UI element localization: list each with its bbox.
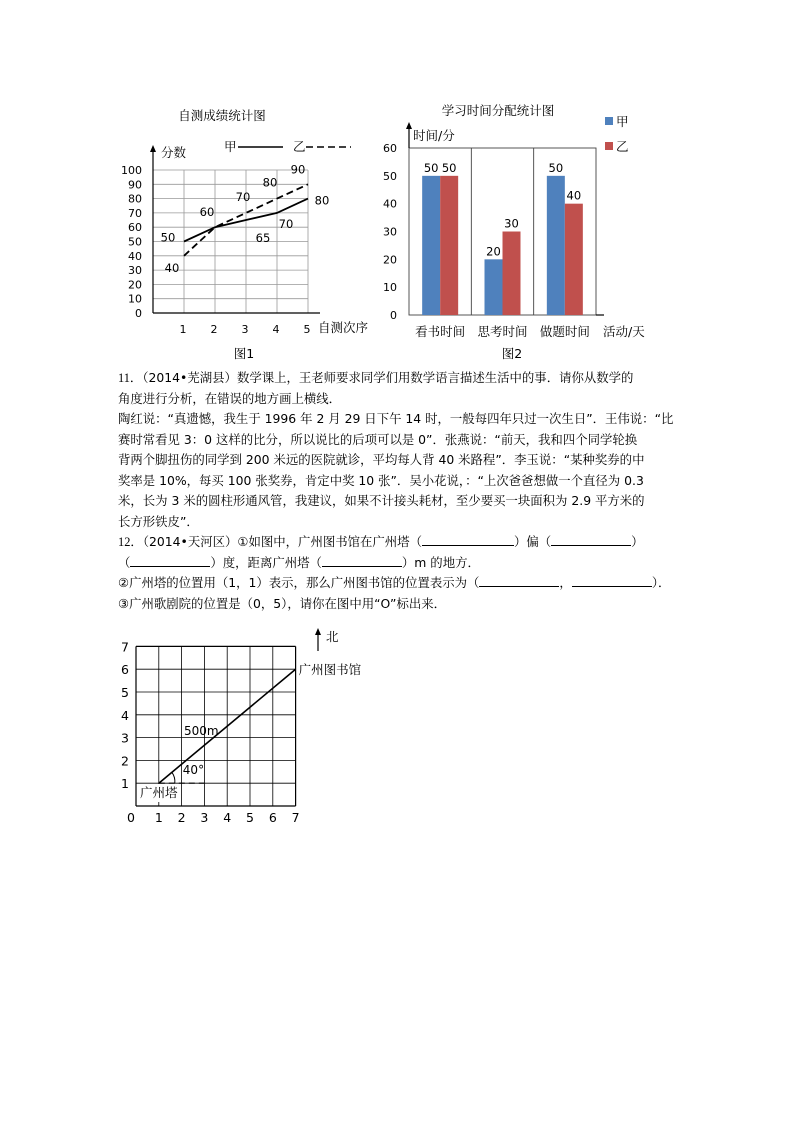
x-tick-label: 7 bbox=[291, 810, 300, 825]
y-tick-label: 20 bbox=[383, 253, 397, 267]
y-tick-label: 0 bbox=[390, 309, 397, 322]
q12-text-1b: ）偏（ bbox=[513, 534, 552, 549]
y-tick-label: 2 bbox=[121, 753, 129, 769]
q11-line-4: 赛时常看见 3：0 这样的比分，所以说比的后项可以是 0”．张燕说：“前天，我和四个同学轮换 bbox=[118, 431, 638, 447]
y-tick-label: 70 bbox=[128, 206, 142, 220]
legend-yi-text: 乙 bbox=[616, 139, 629, 154]
q12-text-3a: ②广州塔的位置用（1，1）表示，那么广州图书馆的位置表示为（ bbox=[118, 575, 480, 590]
y-tick-label: 80 bbox=[128, 192, 142, 206]
north-arrow bbox=[315, 628, 339, 651]
x-tick-label: 1 bbox=[179, 323, 187, 336]
chart2-caption: 图2 bbox=[501, 346, 523, 361]
chart1-xlabel: 自测次序 bbox=[318, 320, 369, 335]
x-tick-label: 6 bbox=[268, 810, 277, 825]
data-label-jia: 80 bbox=[314, 193, 330, 208]
x-tick-label: 3 bbox=[241, 323, 249, 336]
x-tick-label: 0 bbox=[127, 810, 135, 825]
legend-jia-label: 甲 bbox=[224, 139, 237, 154]
y-tick-label: 20 bbox=[128, 278, 142, 292]
data-label-jia: 60 bbox=[199, 205, 215, 220]
chart2-title: 学习时间分配统计图 bbox=[441, 103, 555, 118]
q12-number: 12． bbox=[118, 535, 143, 549]
q12-text-2a: （ bbox=[118, 554, 131, 570]
angle-label: 40° bbox=[182, 763, 205, 778]
x-tick-label: 4 bbox=[223, 810, 232, 825]
category-label: 看书时间 bbox=[415, 324, 466, 339]
x-tick-label: 5 bbox=[246, 810, 254, 825]
bar-value-yi: 50 bbox=[441, 160, 457, 175]
distance-label: 500m bbox=[184, 724, 219, 738]
q11-line-6: 奖率是 10%，每买 100 张奖券，肯定中奖 10 张”．吴小花说，：“上次爸爸想做一个直径为 0.3 bbox=[118, 472, 644, 488]
y-tick-label: 50 bbox=[128, 235, 142, 249]
q11-line-3: 陶红说：“真遗憾，我生于 1996 年 2 月 29 日下午 14 时，一般每四年只过一次生日”．王伟说：“比 bbox=[118, 411, 674, 426]
x-tick-label: 5 bbox=[303, 323, 311, 336]
tower-label: 广州塔 bbox=[140, 785, 178, 800]
q12-line-4: ③广州歌剧院的位置是（0，5），请你在图中用“O”标出来． bbox=[118, 595, 447, 611]
y-tick-label: 0 bbox=[135, 307, 142, 320]
chart2-ylabel: 时间/分 bbox=[413, 128, 455, 143]
q11-number: 11． bbox=[118, 371, 143, 385]
category-label: 思考时间 bbox=[477, 324, 528, 339]
angle-arc bbox=[172, 772, 175, 783]
category-label: 做题时间 bbox=[539, 324, 590, 339]
bar-value-jia: 50 bbox=[423, 160, 439, 175]
y-tick-label: 30 bbox=[128, 264, 142, 278]
x-tick-label: 3 bbox=[200, 810, 209, 825]
legend-jia-text: 甲 bbox=[616, 114, 629, 129]
q12-text-2c: ）m 的地方． bbox=[401, 554, 480, 570]
q11-text-0: 数学课上，王老师要求同学们用数学语言描述生活中的事．请你从数学的 bbox=[236, 370, 634, 385]
q12-text-2b: ）度，距离广州塔（ bbox=[210, 554, 322, 570]
y-tick-label: 7 bbox=[121, 639, 129, 655]
bar-value-yi: 30 bbox=[504, 216, 519, 231]
q12-text-3c: ）． bbox=[651, 575, 671, 590]
data-label-jia: 50 bbox=[160, 230, 176, 245]
y-tick-label: 4 bbox=[121, 707, 129, 723]
y-tick-label: 10 bbox=[383, 281, 397, 295]
y-tick-label: 40 bbox=[128, 249, 142, 263]
data-label-jia: 65 bbox=[255, 231, 271, 246]
y-tick-label: 60 bbox=[383, 142, 397, 155]
y-tick-label: 1 bbox=[121, 776, 129, 792]
bar-value-jia: 20 bbox=[486, 244, 501, 259]
y-tick-label: 3 bbox=[121, 730, 129, 746]
y-tick-label: 10 bbox=[128, 292, 142, 306]
bar-value-jia: 50 bbox=[548, 160, 564, 175]
q11-line-8: 长方形铁皮”． bbox=[118, 513, 199, 529]
y-tick-label: 5 bbox=[121, 685, 129, 700]
x-tick-label: 1 bbox=[154, 810, 163, 825]
x-tick-label: 2 bbox=[177, 810, 186, 825]
y-tick-label: 30 bbox=[383, 225, 397, 239]
bar-value-yi: 40 bbox=[566, 188, 582, 203]
chart2-xlabel: 活动/天 bbox=[603, 324, 645, 339]
y-tick-label: 100 bbox=[121, 164, 142, 177]
north-label: 北 bbox=[326, 629, 339, 644]
y-tick-label: 90 bbox=[128, 178, 142, 192]
data-label-yi: 70 bbox=[235, 189, 251, 204]
q11-line-5: 背两个脚扭伤的同学到 200 米远的医院就诊，平均每人背 40 米路程”．李玉说：“某种奖券的中 bbox=[118, 452, 645, 467]
legend-yi-label: 乙 bbox=[293, 139, 306, 154]
x-tick-label: 2 bbox=[210, 323, 218, 336]
q12-text-3b: ， bbox=[559, 575, 572, 590]
data-label-yi: 40 bbox=[164, 260, 180, 275]
q11-source: （2014•芜湖县） bbox=[142, 370, 237, 385]
chart1-title: 自测成绩统计图 bbox=[178, 108, 266, 123]
y-tick-label: 60 bbox=[128, 221, 142, 235]
y-tick-label: 50 bbox=[383, 169, 397, 183]
library-label: 广州图书馆 bbox=[298, 662, 362, 678]
y-tick-label: 6 bbox=[121, 662, 129, 678]
chart1-caption: 图1 bbox=[233, 346, 255, 361]
q11-line-2: 角度进行分析，在错误的地方画上横线． bbox=[118, 390, 342, 406]
q12-text-1a: ①如图中，广州图书馆在广州塔（ bbox=[237, 534, 422, 549]
q11-line-7: 米，长为 3 米的圆柱形通风管，我建议，如果不计接头耗材，至少要买一块面积为 2.9 平方米的 bbox=[118, 493, 645, 508]
map-route bbox=[137, 662, 362, 802]
y-tick-label: 40 bbox=[383, 197, 397, 211]
x-tick-label: 4 bbox=[272, 323, 280, 336]
data-label-yi: 80 bbox=[262, 175, 278, 190]
q12-source: （2014•天河区） bbox=[142, 534, 238, 549]
chart1-ylabel: 分数 bbox=[161, 145, 187, 160]
data-label-yi: 90 bbox=[290, 162, 306, 177]
q12-text-1c: ） bbox=[631, 534, 644, 549]
data-label-jia: 70 bbox=[278, 216, 294, 231]
